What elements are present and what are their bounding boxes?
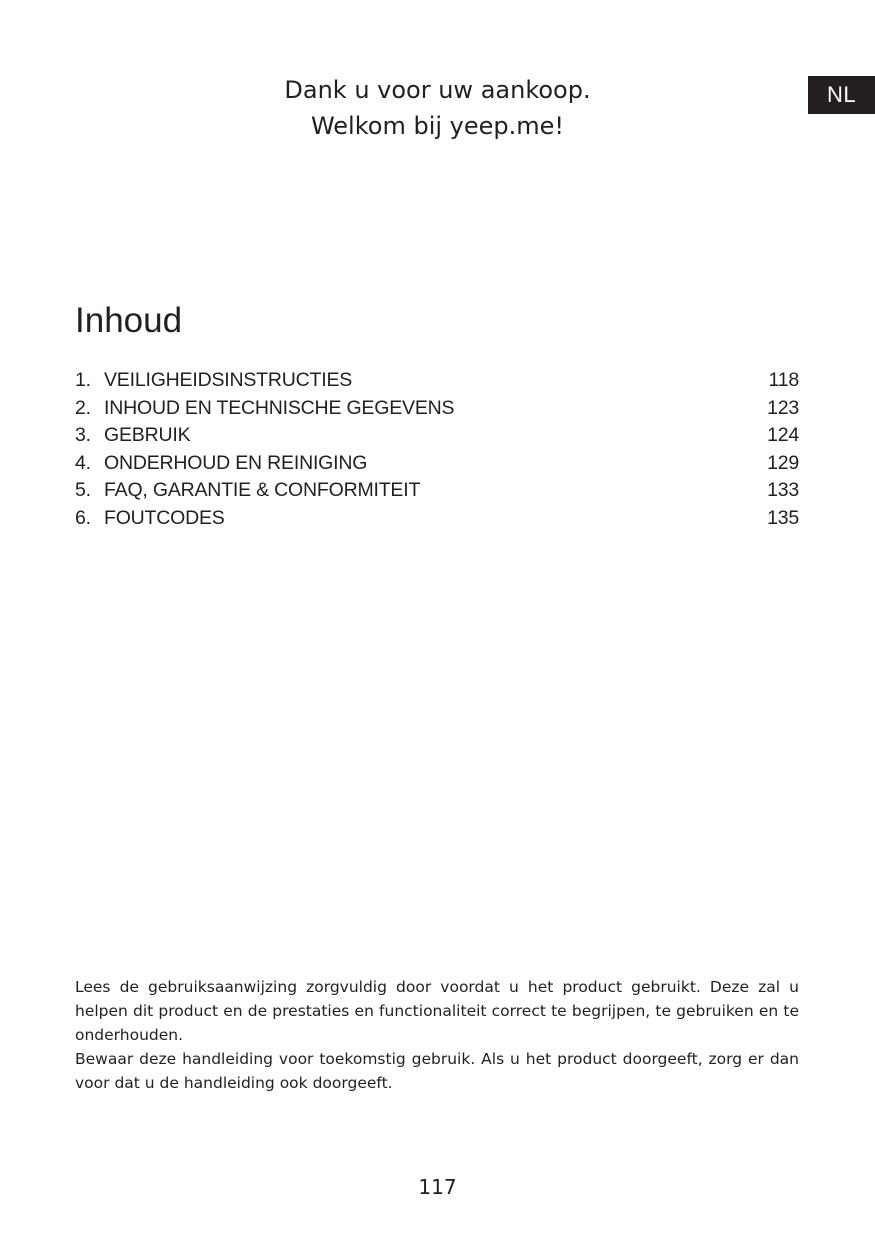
toc-item-label: INHOUD EN TECHNISCHE GEGEVENS [104,396,455,419]
toc-item-page: 129 [767,451,799,474]
toc-item-page: 123 [767,396,799,419]
toc-item-label: VEILIGHEIDSINSTRUCTIES [104,369,353,391]
welcome-message [0,72,875,144]
toc-item-number: 5. [75,479,91,501]
toc-item-page: 118 [768,369,799,391]
toc-item-safety[interactable] [75,369,799,397]
page-number: 117 [418,1175,457,1199]
toc-item-number: 1. [75,369,91,391]
toc-item-number: 4. [75,451,91,474]
toc-item-label: ONDERHOUD EN REINIGING [104,451,368,474]
toc-item-label: GEBRUIK [104,424,191,446]
toc-item-contents-specs[interactable] [75,397,799,425]
toc-item-usage[interactable] [75,424,799,452]
table-of-contents [75,369,799,534]
toc-item-page: 135 [767,506,799,529]
toc-item-page: 124 [767,424,799,446]
toc-item-number: 2. [75,396,91,419]
toc-item-label: FAQ, GARANTIE & CONFORMITEIT [104,479,421,501]
toc-item-page: 133 [767,479,799,501]
intro-paragraph-keep: Bewaar deze handleiding voor toekomstig gebruik. Als u het product doorgeeft, zorg er dan voor dat u de handleiding ook doorgeeft. [75,1050,799,1092]
toc-item-maintenance[interactable] [75,452,799,480]
toc-item-faq-warranty[interactable] [75,479,799,507]
toc-item-number: 3. [75,424,91,446]
intro-paragraph-read: Lees de gebruiksaanwijzing zorgvuldig door voordat u het product gebruikt. Deze zal u helpen dit product en de prestaties en functionaliteit correct te begrijpen, te gebruiken en te onderhouden. [75,978,799,1044]
toc-title: Inhoud [75,301,183,340]
language-badge: NL [808,76,875,114]
welcome-line-greeting: Welkom bij yeep.me! [310,112,565,140]
intro-text [75,975,799,1095]
toc-item-label: FOUTCODES [104,506,225,529]
toc-item-number: 6. [75,506,91,529]
welcome-line-thanks: Dank u voor uw aankoop. [284,76,591,104]
toc-item-error-codes[interactable] [75,507,799,535]
